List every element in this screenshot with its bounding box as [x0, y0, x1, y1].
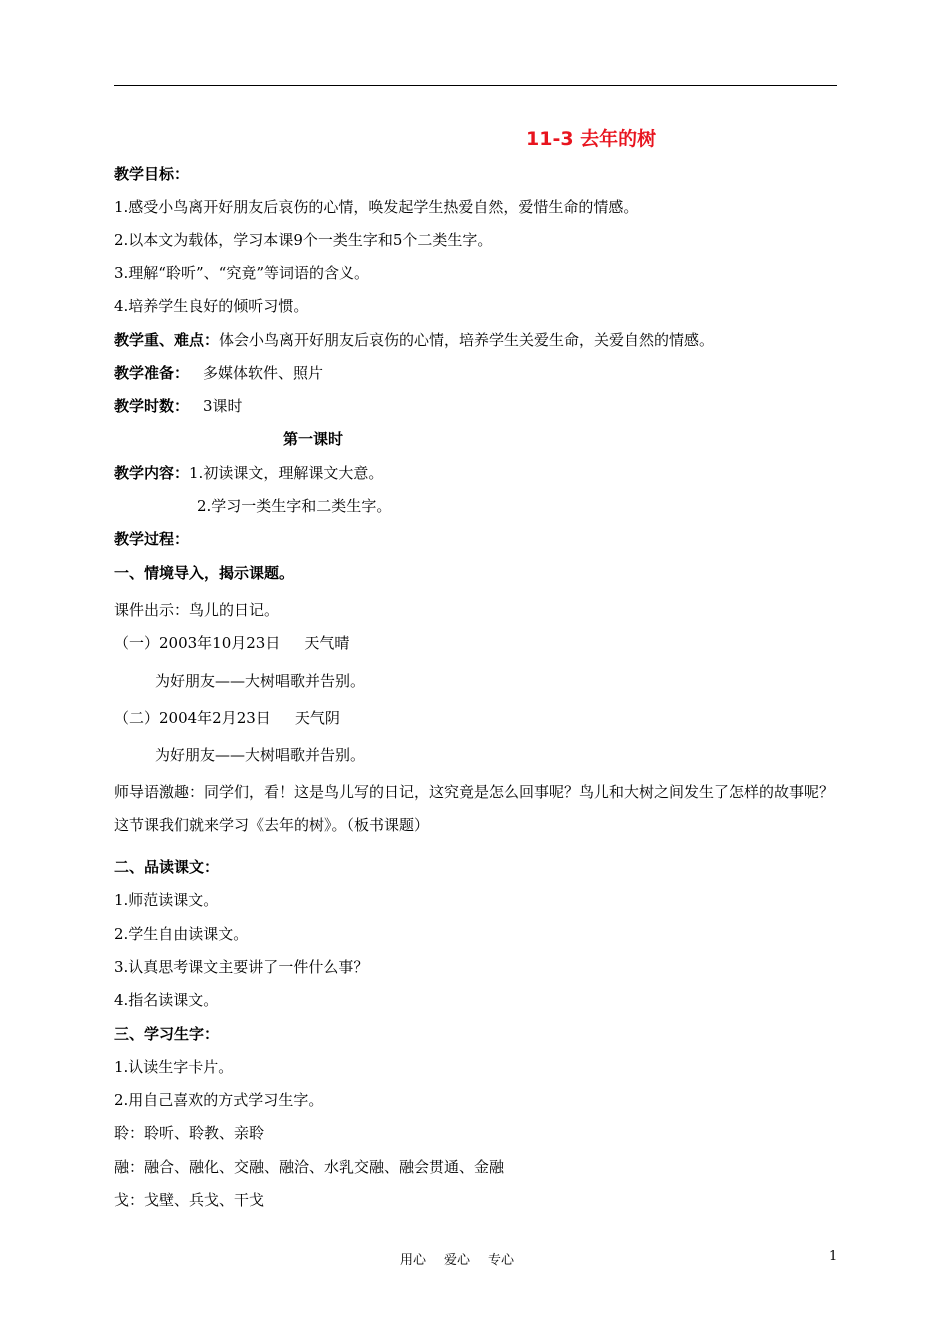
- goal-item: 4.培养学生良好的倾听习惯。: [114, 297, 309, 315]
- content-item: 1.初读课文，理解课文大意。: [189, 464, 384, 482]
- goals-heading: 教学目标：: [114, 165, 190, 183]
- hours-label: 教学时数：: [114, 397, 190, 415]
- content-label: 教学内容：: [114, 464, 190, 482]
- diary-entry-date: [114, 633, 349, 653]
- content-item: 2.学习一类生字和二类生字。: [197, 497, 392, 515]
- diary-entry-text: 为好朋友——大树唱歌并告别。: [155, 672, 366, 690]
- diary-date: （一）2003年10月23日: [114, 634, 281, 652]
- section2-item: 2.学生自由读课文。: [114, 925, 249, 943]
- hours-text: 3课时: [203, 397, 243, 415]
- diary-weather: 天气阴: [294, 709, 340, 727]
- page-number: 1: [829, 1249, 838, 1264]
- preparation: [114, 363, 323, 383]
- footer-motto: [400, 1249, 532, 1268]
- hours: [114, 396, 243, 416]
- section3-item: 1.认读生字卡片。: [114, 1058, 234, 1076]
- diary-entry-text: 为好朋友——大树唱歌并告别。: [155, 746, 366, 764]
- section2-item: 4.指名读课文。: [114, 991, 219, 1009]
- goal-item: 2.以本文为载体，学习本课9个一类生字和5个二类生字。: [114, 231, 493, 249]
- header-rule: [114, 85, 837, 86]
- word-list: 戈：戈壁、兵戈、干戈: [114, 1191, 265, 1209]
- section3-item: 2.用自己喜欢的方式学习生字。: [114, 1091, 324, 1109]
- key-points-text: 体会小鸟离开好朋友后哀伤的心情，培养学生关爱生命，关爱自然的情感。: [219, 331, 715, 349]
- footer-item: 用心: [400, 1253, 427, 1268]
- section2-heading: 二、品读课文：: [114, 858, 220, 876]
- section1-heading: 一、情境导入，揭示课题。: [114, 564, 295, 582]
- diary-weather: 天气晴: [304, 634, 350, 652]
- guide-paragraph: 师导语激趣：同学们，看！这是鸟儿写的日记，这究竟是怎么回事呢？鸟儿和大树之间发生了怎样的故事呢？这节课我们就来学习《去年的树》。（板书课题）: [114, 783, 835, 834]
- footer-item: 专心: [488, 1253, 515, 1268]
- preparation-text: 多媒体软件、照片: [203, 364, 324, 382]
- diary-entry-date: [114, 708, 340, 728]
- word-list: 融：融合、融化、交融、融洽、水乳交融、融会贯通、金融: [114, 1158, 505, 1176]
- goal-item: 3.理解“聆听”、“究竟”等词语的含义。: [114, 264, 369, 282]
- word-list: 聆：聆听、聆教、亲聆: [114, 1124, 265, 1142]
- page-title: 11-3 去年的树: [526, 128, 657, 150]
- section3-heading: 三、学习生字：: [114, 1025, 220, 1043]
- section1-intro: 课件出示：鸟儿的日记。: [114, 601, 280, 619]
- key-points: [114, 330, 714, 350]
- goal-item: 1.感受小鸟离开好朋友后哀伤的心情，唤发起学生热爱自然，爱惜生命的情感。: [114, 198, 639, 216]
- key-points-label: 教学重、难点：: [114, 331, 220, 349]
- process-heading: 教学过程：: [114, 530, 190, 548]
- section2-item: 1.师范读课文。: [114, 891, 219, 909]
- lesson-heading: 第一课时: [283, 430, 344, 448]
- preparation-label: 教学准备：: [114, 364, 190, 382]
- section2-item: 3.认真思考课文主要讲了一件什么事？: [114, 958, 369, 976]
- content: [114, 463, 383, 483]
- diary-date: （二）2004年2月23日: [114, 709, 271, 727]
- footer-item: 爱心: [444, 1253, 471, 1268]
